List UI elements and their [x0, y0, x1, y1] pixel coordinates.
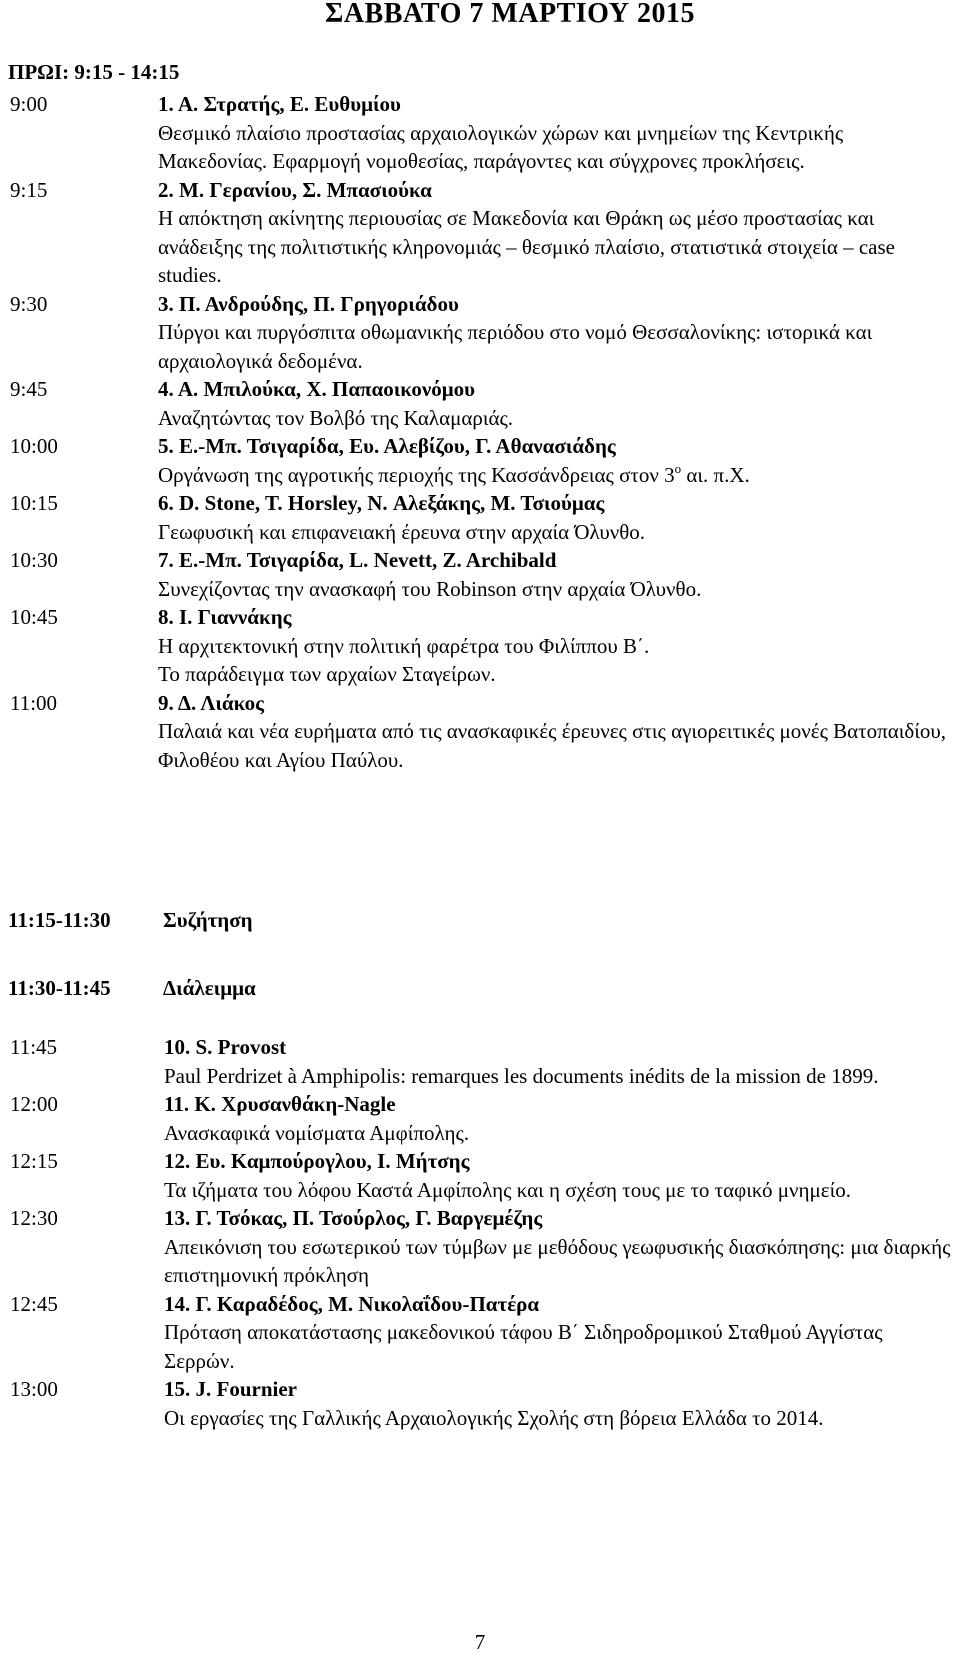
- entry-speakers: 2. Μ. Γερανίου, Σ. Μπασιούκα: [158, 177, 432, 202]
- entry-title: Θεσμικό πλαίσιο προστασίας αρχαιολογικών χώρων και μνημείων της Κεντρικής Μακεδονίας. Εφαρμογή νομοθεσίας, παράγοντες και σύγχρονες προκλήσεις.: [158, 120, 844, 173]
- entry-speakers: 12. Ευ. Καμπούρογλου, Ι. Μήτσης: [164, 1149, 470, 1173]
- entry-time: 10:45: [10, 605, 58, 629]
- entry-title: Συνεχίζοντας την ανασκαφή του Robinson στην αρχαία Όλυνθο.: [158, 576, 702, 601]
- entry-time: 9:00: [10, 92, 48, 116]
- entry-title: [158, 461, 948, 490]
- entry-title-line2: Το παράδειγμα των αρχαίων Σταγείρων.: [158, 662, 496, 686]
- entry-speakers: 3. Π. Ανδρούδης, Π. Γρηγοριάδου: [158, 291, 459, 316]
- program-entry: [0, 432, 960, 489]
- entry-title: Ανασκαφικά νομίσματα Αμφίπολης.: [164, 1120, 470, 1145]
- program-entry: [0, 689, 960, 775]
- break-label: Διάλειμμα: [163, 976, 256, 1000]
- entry-speakers: 7. Ε.-Μπ. Τσιγαρίδα, L. Nevett, Z. Archibald: [158, 548, 557, 572]
- program-entry: [0, 603, 960, 689]
- entry-speakers: 6. D. Stone, T. Horsley, N. Αλεξάκης, Μ. Τσιούμας: [158, 491, 605, 515]
- program-entry: [0, 1375, 960, 1432]
- discussion-row: [8, 908, 253, 933]
- entry-title: Η αρχιτεκτονική στην πολιτική φαρέτρα του Φιλίππου Β΄.: [158, 633, 650, 658]
- entry-title: Γεωφυσική και επιφανειακή έρευνα στην αρχαία Όλυνθο.: [158, 519, 646, 544]
- entry-time: 11:45: [10, 1035, 58, 1059]
- entry-title: Αναζητώντας τον Βολβό της Καλαμαριάς.: [158, 405, 514, 430]
- break-time: 11:30-11:45: [8, 976, 111, 1000]
- entry-time: 10:15: [10, 491, 58, 515]
- entry-time: 11:00: [10, 690, 58, 715]
- program-entry: [0, 1090, 960, 1147]
- entry-speakers: 4. Α. Μπιλούκα, Χ. Παπαοικονόμου: [158, 377, 476, 401]
- program-entry: [0, 546, 960, 603]
- entry-speakers: 8. Ι. Γιαννάκης: [158, 605, 292, 629]
- entry-speakers: 10. S. Provost: [164, 1035, 287, 1059]
- ordinal-superscript: ο: [674, 460, 682, 476]
- entry-title: Paul Perdrizet à Amphipolis: remarques les documents inédits de la mission de 1899.: [164, 1063, 879, 1088]
- entry-title: Η απόκτηση ακίνητης περιουσίας σε Μακεδονία και Θράκη ως μέσο προστασίας και ανάδειξης της πολιτιστικής κληρονομιάς – θεσμικό πλαίσιο, στατιστικά στοιχεία – case studies.: [158, 206, 895, 287]
- entry-speakers: 1. Α. Στρατής, Ε. Ευθυμίου: [158, 92, 401, 116]
- entry-title-text: Οργάνωση της αγροτικής περιοχής της Κασσάνδρειας στον 3: [158, 462, 675, 487]
- program-entry: [0, 290, 960, 376]
- coffee-break-row: [8, 976, 256, 1001]
- entry-time: 9:45: [10, 377, 48, 401]
- entry-time: 9:15: [10, 177, 48, 202]
- program-list-late-morning: [0, 1033, 960, 1432]
- entry-speakers: 15. J. Fournier: [164, 1377, 297, 1401]
- entry-time: 12:15: [10, 1149, 58, 1173]
- entry-time: 12:45: [10, 1291, 58, 1316]
- entry-time: 13:00: [10, 1377, 58, 1401]
- entry-time: 12:00: [10, 1092, 58, 1116]
- entry-time: 10:30: [10, 548, 58, 572]
- entry-title-text: αι. π.Χ.: [681, 462, 750, 487]
- program-entry: [0, 1147, 960, 1204]
- entry-title: Πρόταση αποκατάστασης μακεδονικού τάφου Β΄ Σιδηροδρομικού Σταθμού Αγγίστας Σερρών.: [164, 1320, 883, 1373]
- program-entry: [0, 375, 960, 432]
- program-entry: [0, 1033, 960, 1090]
- break-time: 11:15-11:30: [8, 908, 111, 932]
- session-heading: ΠΡΩΙ: 9:15 - 14:15: [8, 60, 180, 84]
- entry-title: Απεικόνιση του εσωτερικού των τύμβων με μεθόδους γεωφυσικής διασκόπησης: μια διαρκής επιστημονική πρόκληση: [164, 1234, 951, 1287]
- break-label: Συζήτηση: [163, 908, 253, 932]
- program-entry: [0, 90, 960, 176]
- program-entry: [0, 1204, 960, 1290]
- entry-speakers: 14. Γ. Καραδέδος, Μ. Νικολαΐδου-Πατέρα: [164, 1291, 540, 1316]
- program-entry: [0, 489, 960, 546]
- entry-title: Οι εργασίες της Γαλλικής Αρχαιολογικής Σχολής στη βόρεια Ελλάδα το 2014.: [164, 1405, 824, 1430]
- page-title: ΣΑΒΒΑΤΟ 7 ΜΑΡΤΙΟΥ 2015: [325, 0, 695, 29]
- entry-time: 10:00: [10, 434, 58, 458]
- entry-speakers: 11. Κ. Χρυσανθάκη-Nagle: [164, 1092, 396, 1116]
- program-entry: [0, 176, 960, 290]
- entry-speakers: 9. Δ. Λιάκος: [158, 690, 265, 715]
- entry-title: Πύργοι και πυργόσπιτα οθωμανικής περιόδου στο νομό Θεσσαλονίκης: ιστορικά και αρχαιολογικά δεδομένα.: [158, 320, 873, 373]
- entry-speakers: 5. Ε.-Μπ. Τσιγαρίδα, Ευ. Αλεβίζου, Γ. Αθανασιάδης: [158, 434, 616, 458]
- program-entry: [0, 1290, 960, 1376]
- entry-time: 12:30: [10, 1206, 58, 1230]
- entry-time: 9:30: [10, 291, 48, 316]
- program-list-morning: [0, 90, 960, 774]
- page-number: 7: [474, 1630, 486, 1654]
- entry-speakers: 13. Γ. Τσόκας, Π. Τσούρλος, Γ. Βαργεμέζης: [164, 1206, 543, 1230]
- entry-title: Παλαιά και νέα ευρήματα από τις ανασκαφικές έρευνες στις αγιορειτικές μονές Βατοπαιδίου, Φιλοθέου και Αγίου Παύλου.: [158, 719, 947, 772]
- entry-title: Τα ιζήματα του λόφου Καστά Αμφίπολης και η σχέση τους με το ταφικό μνημείο.: [164, 1177, 851, 1202]
